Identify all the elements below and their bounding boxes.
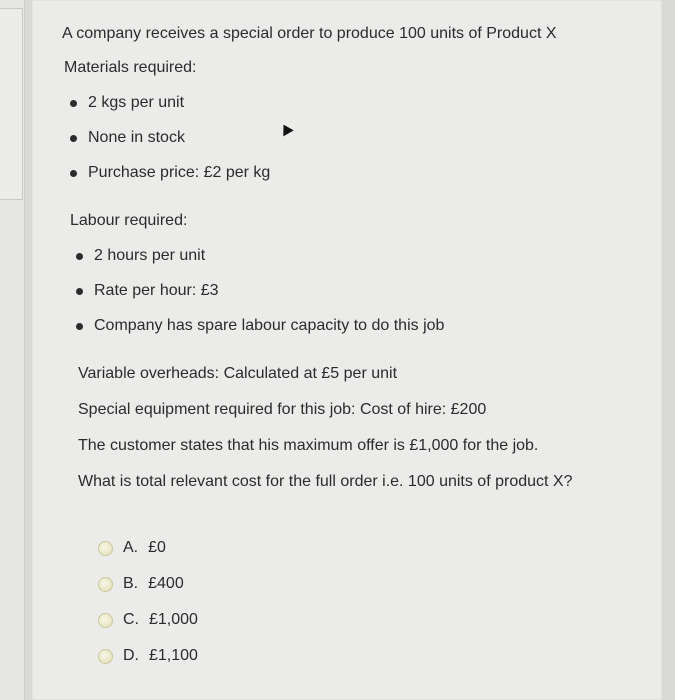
radio-button-icon[interactable] — [98, 649, 113, 664]
other-costs-section — [78, 364, 642, 492]
materials-section — [64, 58, 642, 183]
option-value: £0 — [148, 539, 166, 556]
radio-button-icon[interactable] — [98, 577, 113, 592]
option-d[interactable] — [98, 646, 398, 666]
list-item: Purchase price: £2 per kg — [64, 163, 642, 183]
variable-overheads-text: Variable overheads: Calculated at £5 per unit — [78, 365, 398, 382]
option-value: £1,000 — [149, 611, 198, 628]
list-item: Company has spare labour capacity to do this job — [70, 316, 642, 336]
radio-button-icon[interactable] — [98, 541, 113, 556]
special-equipment-text: Special equipment required for this job: Cost of hire: £200 — [78, 401, 487, 418]
option-letter: B. — [123, 575, 139, 592]
list-item: Rate per hour: £3 — [70, 281, 642, 301]
question-panel — [32, 0, 662, 700]
option-value: £400 — [148, 575, 184, 592]
materials-list — [64, 93, 642, 183]
option-b[interactable] — [98, 574, 398, 594]
option-value: £1,100 — [149, 647, 198, 664]
question-intro: A company receives a special order to produce 100 units of Product X — [62, 25, 557, 42]
option-letter: C. — [123, 611, 139, 628]
labour-list — [70, 246, 642, 336]
materials-heading: Materials required: — [64, 59, 197, 76]
question-prompt: What is total relevant cost for the full order i.e. 100 units of product X? — [78, 473, 573, 490]
list-item: 2 hours per unit — [70, 246, 642, 266]
left-side-box — [0, 8, 23, 200]
question-content — [62, 12, 642, 492]
labour-heading: Labour required: — [70, 212, 188, 229]
option-a[interactable] — [98, 538, 398, 558]
list-item: 2 kgs per unit — [64, 93, 642, 113]
answer-options — [98, 538, 398, 682]
option-c[interactable] — [98, 610, 398, 630]
labour-section — [70, 211, 642, 336]
option-letter: A. — [123, 539, 139, 556]
list-item: None in stock — [64, 128, 642, 148]
customer-offer-text: The customer states that his maximum offer is £1,000 for the job. — [78, 437, 539, 454]
option-letter: D. — [123, 647, 139, 664]
radio-button-icon[interactable] — [98, 613, 113, 628]
